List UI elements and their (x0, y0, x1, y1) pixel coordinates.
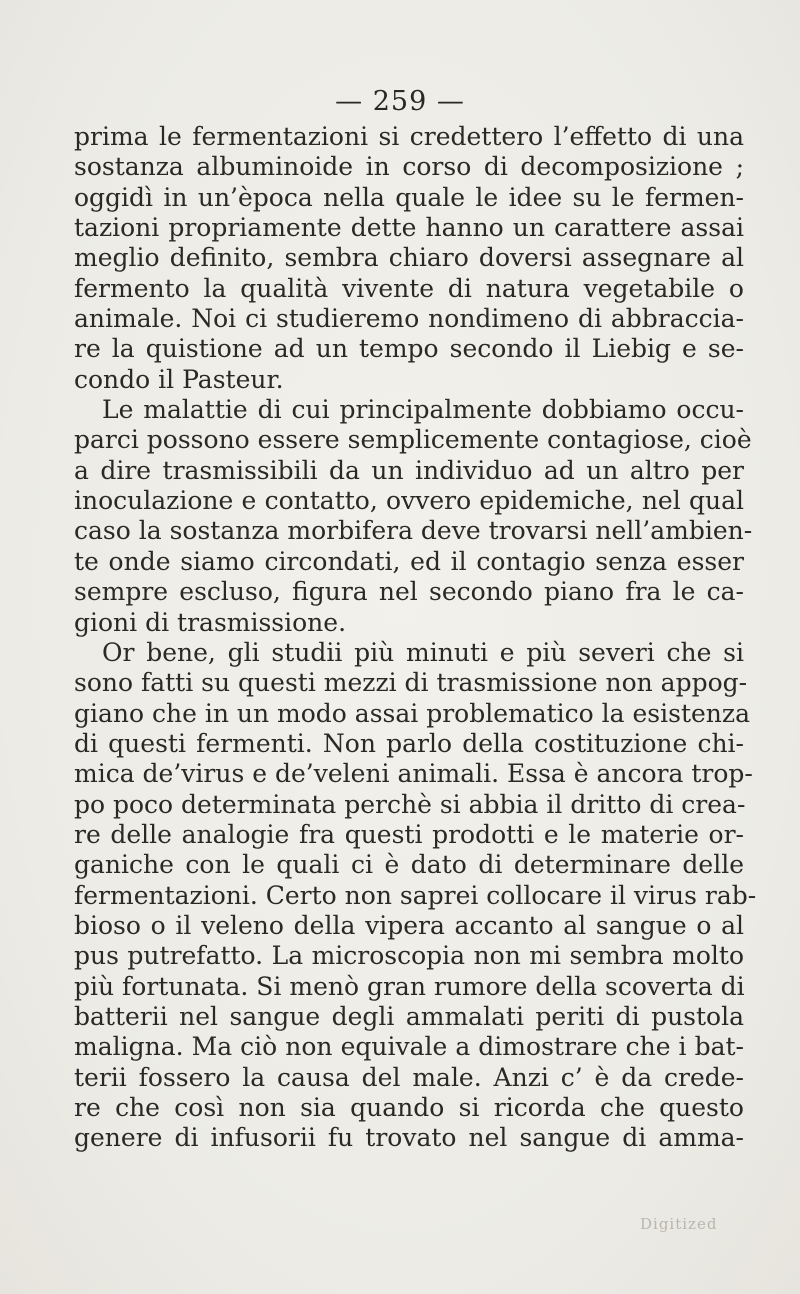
text-line: inoculazione e contatto, ovvero epidemiche, nel qual (74, 486, 744, 516)
text-line: prima le fermentazioni si credettero l’effetto di una (74, 122, 744, 151)
paragraph-start-line: Le malattie di cui principalmente dobbiamo occu- (102, 395, 744, 425)
text-line: mica de’virus e de’veleni animali. Essa è ancora trop- (74, 759, 753, 789)
text-line: caso la sostanza morbifera deve trovarsi nell’ambien- (74, 516, 753, 546)
text-line: terii fossero la causa del male. Anzi c’ è da crede- (74, 1062, 744, 1092)
paragraph-start-line: Or bene, gli studii più minuti e più severi che si (102, 637, 744, 667)
text-line: fermento la qualità vivente di natura vegetabile o (74, 273, 744, 303)
text-line: fermentazioni. Certo non saprei collocare il virus rab- (74, 880, 757, 910)
text-line: pus putrefatto. La microscopia non mi sembra molto (74, 941, 744, 971)
paragraph-end-line: gioni di trasmissione. (74, 607, 347, 637)
text-line: tazioni propriamente dette hanno un carattere assai (74, 213, 744, 243)
text-line: maligna. Ma ciò non equivale a dimostrare che i bat- (74, 1032, 744, 1062)
text-line: batterii nel sangue degli ammalati periti di pustola (74, 1001, 744, 1031)
paragraph-end-line: condo il Pasteur. (74, 364, 284, 394)
text-line: re delle analogie fra questi prodotti e le materie or- (74, 819, 744, 849)
text-line: oggidì in un’època nella quale le idee su le fermen- (74, 182, 744, 212)
text-line: genere di infusorii fu trovato nel sangue di amma- (74, 1123, 744, 1153)
text-line: te onde siamo circondati, ed il contagio senza esser (74, 546, 744, 576)
page-number: — 259 — (335, 86, 465, 117)
text-line: giano che in un modo assai problematico la esistenza (74, 698, 750, 728)
text-line: re che così non sia quando si ricorda che questo (74, 1093, 744, 1122)
text-line: sempre escluso, figura nel secondo piano fra le ca- (74, 577, 744, 607)
text-line: parci possono essere semplicemente contagiose, cioè (74, 425, 752, 455)
text-line: animale. Noi ci studieremo nondimeno di abbraccia- (74, 304, 744, 334)
text-line: bioso o il veleno della vipera accanto al sangue o al (74, 910, 744, 940)
body-text (74, 122, 757, 1154)
text-line: re la quistione ad un tempo secondo il Liebig e se- (74, 334, 744, 364)
text-line: a dire trasmissibili da un individuo ad un altro per (74, 455, 744, 485)
text-line: sostanza albuminoide in corso di decomposizione ; (74, 152, 744, 182)
text-line: sono fatti su questi mezzi di trasmissione non appog- (74, 668, 748, 698)
digitization-watermark: Digitized (640, 1215, 718, 1233)
text-line: ganiche con le quali ci è dato di determinare delle (74, 850, 744, 880)
text-line: di questi fermenti. Non parlo della costituzione chi- (74, 728, 744, 758)
text-line: meglio definito, sembra chiaro doversi assegnare al (74, 243, 744, 273)
text-line: più fortunata. Si menò gran rumore della scoverta di (74, 971, 745, 1001)
text-line: po poco determinata perchè si abbia il dritto di crea- (74, 789, 746, 819)
